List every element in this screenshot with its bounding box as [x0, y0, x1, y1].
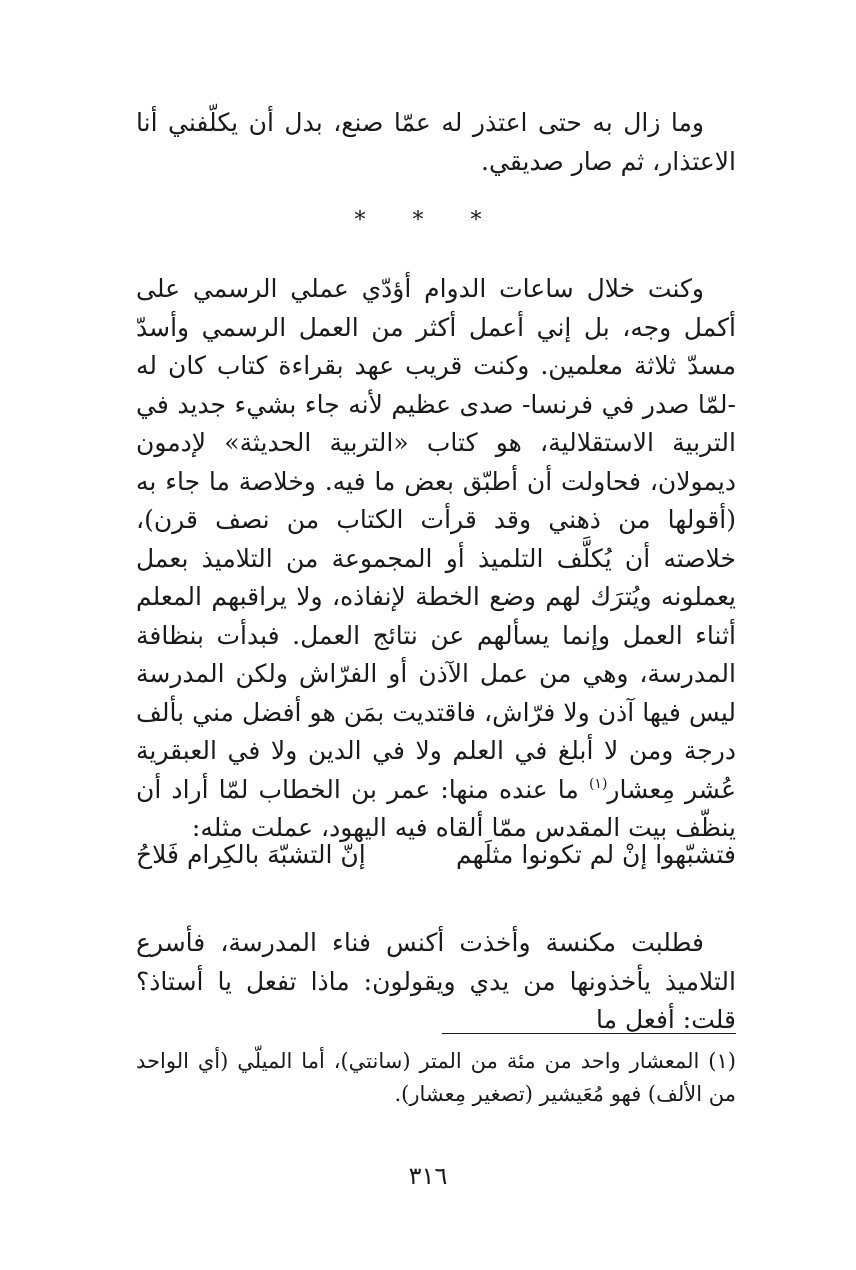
footnote-divider	[442, 1033, 736, 1034]
verse-second-hemistich: إنّ التشبّهَ بالكِرام فَلاحُ	[136, 840, 366, 869]
main-paragraph-part-2: ما عنده منها: عمر بن الخطاب لمّا أراد أن ينظّف بيت المقدس ممّا ألقاه فيه اليهود، عملت مثله:	[136, 774, 736, 842]
closing-paragraph-block	[136, 924, 736, 1040]
footnote-reference[interactable]: (١)	[588, 775, 608, 792]
poetry-verse	[136, 836, 736, 874]
page-number: ٣١٦	[408, 1162, 448, 1190]
closing-paragraph: فطلبت مكنسة وأخذت أكنس فناء المدرسة، فأسرع التلاميذ يأخذونها من يدي ويقولون: ماذا تفعل يا أستاذ؟ قلت: أفعل ما	[136, 928, 736, 1034]
opening-paragraph: وما زال به حتى اعتذر له عمّا صنع، بدل أن يكلّفني أنا الاعتذار، ثم صار صديقي.	[136, 108, 736, 176]
verse-first-hemistich: فتشبّهوا إنْ لم تكونوا مثلَهم	[456, 840, 736, 869]
section-separator: * * *	[354, 208, 502, 233]
main-paragraph	[136, 270, 736, 848]
footnote	[136, 1045, 736, 1111]
main-paragraph-part-1: وكنت خلال ساعات الدوام أؤدّي عملي الرسمي على أكمل وجه، بل إني أعمل أكثر من العمل الرسمي وأسدّ مسدّ ثلاثة معلمين. وكنت قريب عهد بقراءة كتاب كان له -لمّا صدر في فرنسا- صدى عظيم لأنه جاء بشيء جديد في التربية الاستقلالية، هو كتاب «التربية الحديثة» لإدمون ديمولان، فحاولت أن أطبّق بعض ما فيه. وخلاصة ما جاء به (أقولها من ذهني وقد قرأت الكتاب من نصف قرن)، خلاصته أن يُكلَّف التلميذ أو المجموعة من التلاميذ بعمل يعملونه ويُترَك لهم وضع الخطة لإنفاذه، ولا يراقبهم المعلم أثناء العمل وإنما يسألهم عن نتائج العمل. فبدأت بنظافة المدرسة، وهي من عمل الآذن أو الفرّاش ولكن المدرسة ليس فيها آذن ولا فرّاش، فاقتديت بمَن هو أفضل مني بألف درجة ومن لا أبلغ في العلم ولا في الدين ولا في العبقرية عُشر مِعشار	[136, 274, 736, 804]
opening-paragraph-block	[136, 104, 736, 181]
footnote-text: (١) المعشار واحد من مئة من المتر (سانتي)، أما الميلّي (أي الواحد من الألف) فهو مُعَيشير (تصغير مِعشار).	[136, 1049, 736, 1106]
main-paragraph-block	[136, 270, 736, 848]
